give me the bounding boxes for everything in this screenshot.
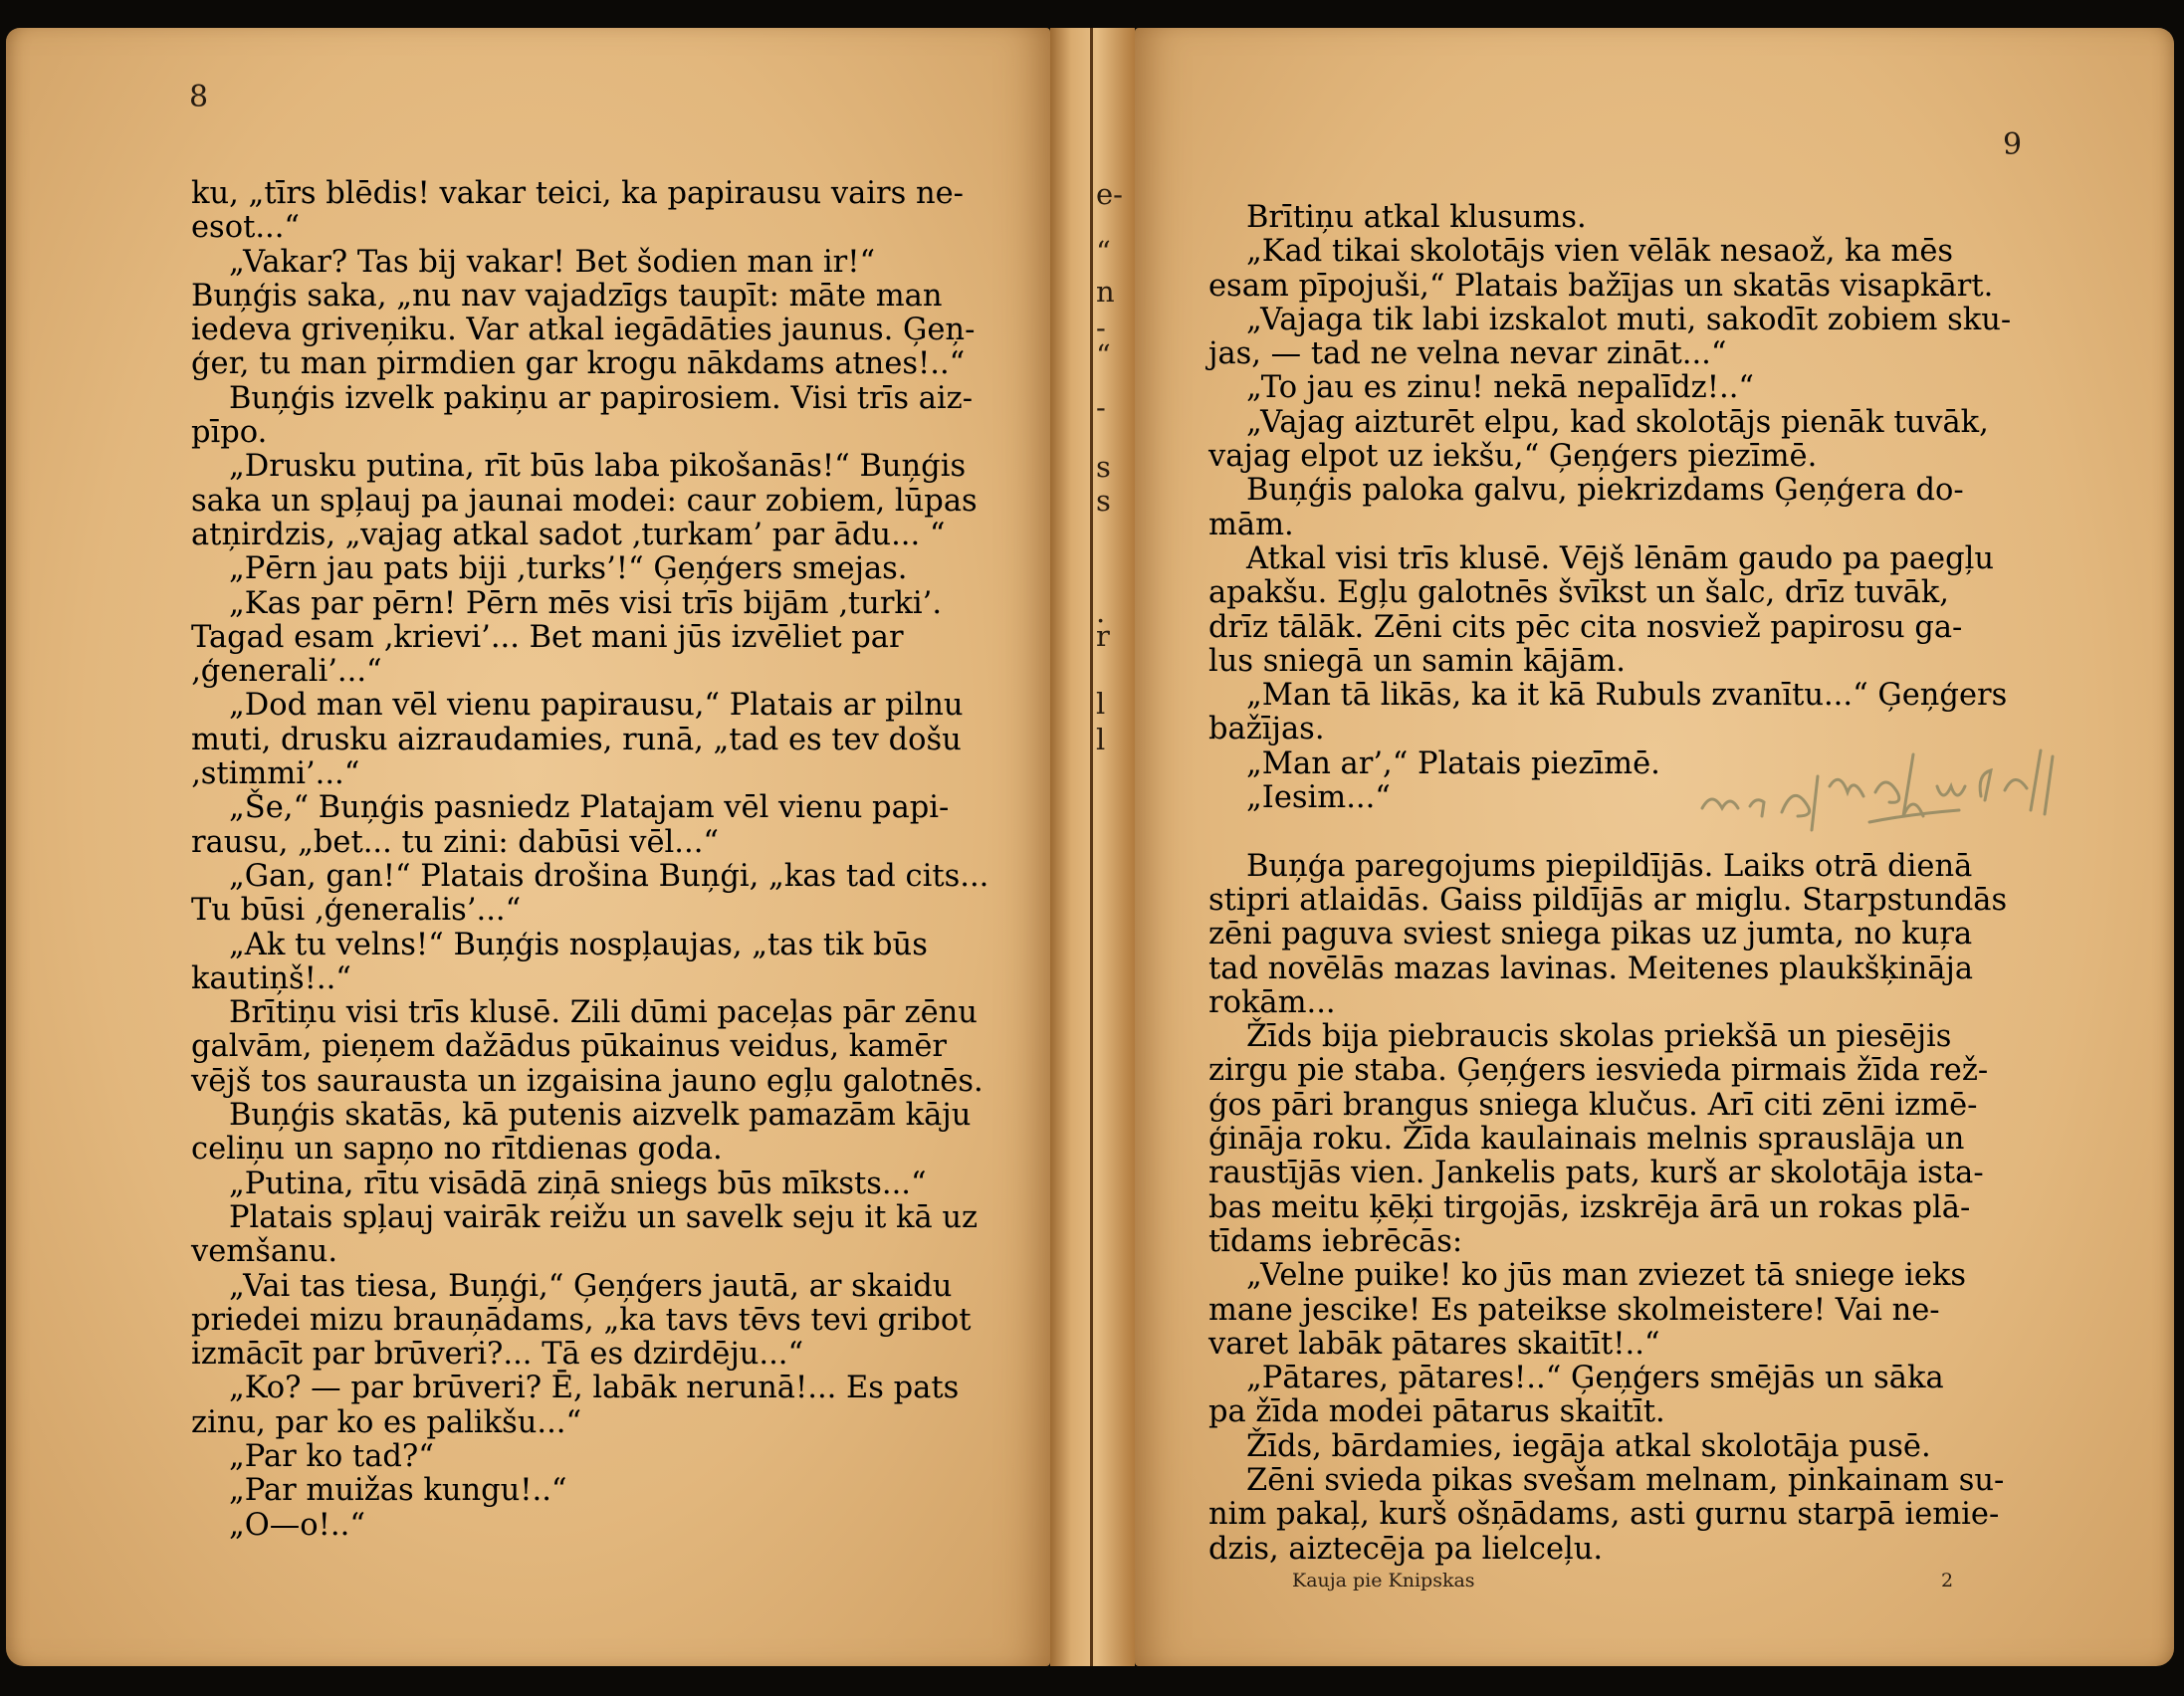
- gutter-letter: -: [1096, 390, 1106, 424]
- text-line: vemšanu.: [191, 1234, 338, 1270]
- text-line: saka un spļauj pa jaunai modei: caur zobiem, lūpas: [191, 483, 978, 519]
- text-line: muti, drusku aizraudamies, runā, „tad es tev došu: [191, 722, 962, 757]
- text-line: Brītiņu visi trīs klusē. Zili dūmi paceļas pār zēnu: [229, 995, 978, 1031]
- page-number-right: 9: [2003, 127, 2023, 162]
- text-line: „Par ko tad?“: [229, 1438, 434, 1474]
- gutter-letter: l: [1096, 723, 1106, 756]
- signature-mark: 2: [1941, 1570, 1954, 1591]
- text-line: Platais spļauj vairāk reižu un savelk seju it kā uz: [229, 1199, 979, 1235]
- gutter-letter: n: [1096, 275, 1115, 309]
- left-page-text: [191, 177, 1005, 1543]
- book-gutter: [1050, 28, 1135, 1666]
- text-line: ‚ģenerali’...“: [191, 654, 382, 690]
- text-line: Buņģis paloka galvu, piekrizdams Ģeņģera do-: [1246, 473, 1964, 509]
- text-line: kautiņš!..“: [191, 960, 351, 996]
- text-line: ku, „tīrs blēdis! vakar teici, ka papirausu vairs ne-: [191, 176, 964, 211]
- text-line: Zēni svieda pikas svešam melnam, pinkainam su-: [1246, 1462, 2005, 1498]
- text-line: Žīds bija piebraucis skolas priekšā un piesējis: [1246, 1019, 1952, 1055]
- text-line: „To jau es zinu! nekā nepalīdz!..“: [1246, 370, 1754, 406]
- text-line: pīpo.: [191, 415, 268, 451]
- text-line: bažījas.: [1208, 712, 1325, 747]
- text-line: ģināja roku. Žīda kaulainais melnis sprauslāja un: [1208, 1122, 1965, 1158]
- text-line: „Putina, rītu visādā ziņā sniegs būs mīksts...“: [229, 1166, 927, 1201]
- text-line: „Ak tu velns!“ Buņģis nospļaujas, „tas tik būs: [229, 927, 928, 962]
- text-line: raustījās vien. Jankelis pats, kurš ar skolotāja ista-: [1208, 1156, 1984, 1191]
- right-page-text: [1208, 201, 2023, 1567]
- text-line: atņirdzis, „vajag atkal sadot ‚turkam’ par ādu... “: [191, 517, 946, 552]
- text-line: esam pīpojuši,“ Platais bažījas un skatās visapkārt.: [1208, 268, 1994, 304]
- text-line: dzis, aiztecēja pa lielceļu.: [1208, 1531, 1604, 1567]
- text-line: ģos pāri brangus sniega klučus. Arī citi zēni izmē-: [1208, 1087, 1978, 1123]
- text-line: „Iesim...“: [1246, 780, 1391, 816]
- gutter-letter: l: [1096, 687, 1106, 721]
- text-line: galvām, pieņem dažādus pūkainus veidus, kamēr: [191, 1029, 947, 1065]
- pencil-annotation-icon: [1690, 727, 2078, 846]
- text-line: Buņģis izvelk pakiņu ar papirosiem. Visi trīs aiz-: [229, 380, 974, 416]
- text-line: „Vai tas tiesa, Buņģi,“ Ģeņģers jautā, ar skaidu: [229, 1268, 953, 1304]
- gutter-letter: -: [1096, 311, 1106, 344]
- gutter-letter: r: [1096, 619, 1110, 653]
- text-line: stipri atlaidās. Gaiss pildījās ar miglu. Starpstundās: [1208, 882, 2008, 918]
- text-line: „Kas par pērn! Pērn mēs visi trīs bijām ‚turki’.: [229, 585, 943, 621]
- text-line: „Pātares, pātares!..“ Ģeņģers smējās un sāka: [1246, 1361, 1944, 1396]
- text-line: „Dod man vēl vienu papirausu,“ Platais ar pilnu: [229, 688, 964, 724]
- gutter-edge-text: [1050, 28, 1135, 1666]
- text-line: Tagad esam ‚krievi’... Bet mani jūs izvēliet par: [191, 619, 904, 655]
- text-line: „Pērn jau pats biji ‚turks’!“ Ģeņģers smejas.: [229, 551, 908, 587]
- gutter-letter: .: [1096, 595, 1106, 629]
- text-line: „Par muižas kungu!..“: [229, 1473, 567, 1509]
- text-line: nim pakaļ, kurš ošņādams, asti gurnu starpā iemie-: [1208, 1497, 2000, 1533]
- text-line: tīdams iebrēcās:: [1208, 1223, 1463, 1259]
- text-line: Brītiņu atkal klusums.: [1246, 200, 1587, 235]
- text-line: jas, — tad ne velna nevar zināt...“: [1208, 336, 1727, 372]
- text-line: priedei mizu brauņādams, „ka tavs tēvs tevi gribot: [191, 1302, 972, 1338]
- gutter-letter: s: [1096, 450, 1111, 484]
- text-line: varet labāk pātares skaitīt!..“: [1208, 1326, 1660, 1362]
- text-line: „Še,“ Buņģis pasniedz Platajam vēl vienu papi-: [229, 790, 950, 826]
- text-line: Atkal visi trīs klusē. Vējš lēnām gaudo pa paegļu: [1246, 540, 1995, 576]
- text-line: mām.: [1208, 507, 1294, 542]
- text-line: zēni paguva sviest sniega pikas uz jumta, no kuŗa: [1208, 917, 1973, 953]
- text-line: „Vajag aizturēt elpu, kad skolotājs pienāk tuvāk,: [1246, 404, 1989, 440]
- text-line: rausu, „bet... tu zini: dabūsi vēl...“: [191, 824, 719, 860]
- text-line: rokām...: [1208, 984, 1336, 1020]
- text-line: „Man tā likās, ka it kā Rubuls zvanītu...“ Ģeņģers: [1246, 678, 2008, 714]
- text-line: iedeva griveņiku. Var atkal iegādāties jaunus. Ģeņ-: [191, 313, 976, 348]
- gutter-letter: “: [1096, 235, 1111, 269]
- text-line: Tu būsi ‚ģeneralis’...“: [191, 893, 522, 929]
- running-footer-title: Kauja pie Knipskas: [1292, 1570, 1475, 1591]
- text-line: „O—o!..“: [229, 1507, 365, 1543]
- text-line: tad novēlās mazas lavinas. Meitenes plaukšķināja: [1208, 951, 1974, 986]
- text-line: „Velne puike! ko jūs man zviezet tā sniege ieks: [1246, 1258, 1967, 1294]
- text-line: Buņģis saka, „nu nav vajadzīgs taupīt: māte man: [191, 278, 943, 314]
- text-line: ģer, tu man pirmdien gar krogu nākdams atnes!..“: [191, 346, 966, 382]
- text-line: „Vajaga tik labi izskalot muti, sakodīt zobiem sku-: [1246, 302, 2012, 337]
- text-line: vajag elpot uz iekšu,“ Ģeņģers piezīmē.: [1208, 439, 1818, 475]
- text-line: lus sniegā un samin kājām.: [1208, 643, 1627, 679]
- text-line: ‚stimmi’...“: [191, 756, 360, 792]
- text-line: vējš tos saurausta un izgaisina jauno egļu galotnēs.: [191, 1063, 983, 1099]
- text-line: pa žīda modei pātarus skaitīt.: [1208, 1394, 1665, 1430]
- text-line: Žīds, bārdamies, iegāja atkal skolotāja pusē.: [1246, 1428, 1931, 1464]
- text-line: Buņģa paregojums piepildījās. Laiks otrā dienā: [1246, 848, 1973, 884]
- text-line: izmācīt par brūveri?... Tā es dzirdēju...“: [191, 1337, 804, 1373]
- text-line: zirgu pie staba. Ģeņģers iesvieda pirmais žīda rež-: [1208, 1053, 1989, 1089]
- text-line: zinu, par ko es palikšu...“: [191, 1404, 582, 1440]
- gutter-letter: s: [1096, 484, 1111, 518]
- text-line: „Vakar? Tas bij vakar! Bet šodien man ir!“: [229, 244, 876, 280]
- page-number-left: 8: [189, 80, 209, 114]
- gutter-letter: “: [1096, 338, 1111, 372]
- text-line: „Gan, gan!“ Platais drošina Buņģi, „kas tad cits...: [229, 858, 989, 894]
- text-line: bas meitu ķēķi tirgojās, izskrēja ārā un rokas plā-: [1208, 1189, 1971, 1225]
- text-line: „Drusku putina, rīt būs laba pikošanās!“ Buņģis: [229, 449, 967, 485]
- text-line: apakšu. Egļu galotnēs švīkst un šalc, drīz tuvāk,: [1208, 575, 1949, 611]
- text-line: „Ko? — par brūveri? Ē, labāk nerunā!... Es pats: [229, 1371, 960, 1406]
- text-line: esot...“: [191, 210, 300, 246]
- text-line: drīz tālāk. Zēni cits pēc cita nosviež papirosu ga-: [1208, 609, 1963, 645]
- text-line: mane jescike! Es pateikse skolmeistere! Vai ne-: [1208, 1292, 1940, 1328]
- text-line: „Kad tikai skolotājs vien vēlāk nesaož, ka mēs: [1246, 234, 1954, 270]
- text-line: celiņu un sapņo no rītdienas goda.: [191, 1132, 723, 1167]
- text-line: Buņģis skatās, kā putenis aizvelk pamazām kāju: [229, 1098, 972, 1134]
- gutter-letter: e-: [1096, 177, 1123, 211]
- text-line: „Man ar’,“ Platais piezīmē.: [1246, 745, 1660, 781]
